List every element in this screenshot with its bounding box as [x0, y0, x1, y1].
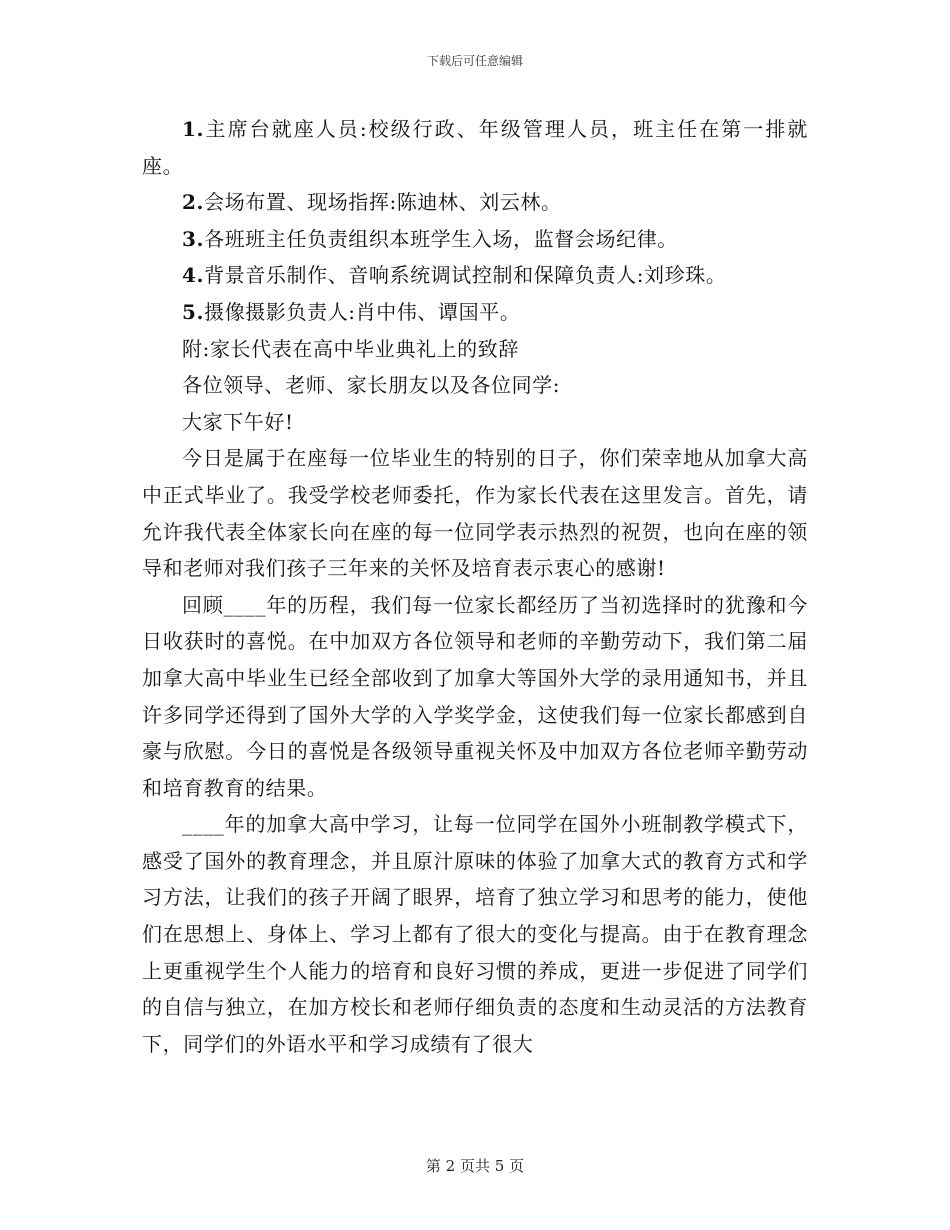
list-item-text: 会场布置、现场指挥:陈迪林、刘云林。 [204, 190, 562, 215]
list-item [142, 184, 808, 221]
document-body [142, 111, 808, 1062]
list-item [142, 257, 808, 294]
page-header: 下载后可任意编辑 [426, 54, 523, 68]
list-item-text: 各班班主任负责组织本班学生入场，监督会场纪律。 [204, 226, 678, 251]
list-item-number: 3. [182, 226, 205, 251]
list-item-number: 4. [182, 263, 205, 288]
greeting: 大家下午好! [182, 409, 294, 434]
paragraph: 今日是属于在座每一位毕业生的特别的日子，你们荣幸地从加拿大高中正式毕业了。我受学校老师委托，作为家长代表在这里发言。首先，请允许我代表全体家长向在座的每一位同学表示热烈的祝贺，也向在座的领导和老师对我们孩子三年来的关怀及培育表示衷心的感谢! [142, 446, 808, 581]
salutation: 各位领导、老师、家长朋友以及各位同学: [182, 373, 561, 398]
list-item [142, 294, 808, 331]
list-item-text: 摄像摄影负责人:肖中伟、谭国平。 [204, 299, 521, 324]
paragraph: 回顾____年的历程，我们每一位家长都经历了当初选择时的犹豫和今日收获时的喜悦。在中加双方各位领导和老师的辛勤劳动下，我们第二届加拿大高中毕业生已经全部收到了加拿大等国外大学的录用通知书，并且许多同学还得到了国外大学的入学奖学金，这使我们每一位家长都感到自豪与欣慰。今日的喜悦是各级领导重视关怀及中加双方各位老师辛勤劳动和培育教育的结果。 [142, 592, 808, 800]
list-item-number: 5. [182, 299, 205, 324]
list-item [142, 221, 808, 258]
list-item [142, 111, 808, 184]
paragraph: ____年的加拿大高中学习，让每一位同学在国外小班制教学模式下，感受了国外的教育理念，并且原汁原味的体验了加拿大式的教育方式和学习方法，让我们的孩子开阔了眼界，培育了独立学习和思考的能力，使他们在思想上、身体上、学习上都有了很大的变化与提高。由于在教育理念上更重视学生个人能力的培育和良好习惯的养成，更进一步促进了同学们的自信与独立，在加方校长和老师仔细负责的态度和生动灵活的方法教育下，同学们的外语水平和学习成绩有了很大 [142, 812, 808, 1056]
list-item-text: 主席台就座人员:校级行政、年级管理人员，班主任在第一排就座。 [142, 117, 808, 178]
page-footer: 第 2 页共 5 页 [425, 1157, 525, 1175]
list-item-number: 1. [182, 117, 205, 141]
list-item-text: 背景音乐制作、音响系统调试控制和保障负责人:刘珍珠。 [204, 263, 727, 288]
appendix-title: 附:家长代表在高中毕业典礼上的致辞 [182, 336, 519, 361]
list-item-number: 2. [182, 190, 205, 215]
